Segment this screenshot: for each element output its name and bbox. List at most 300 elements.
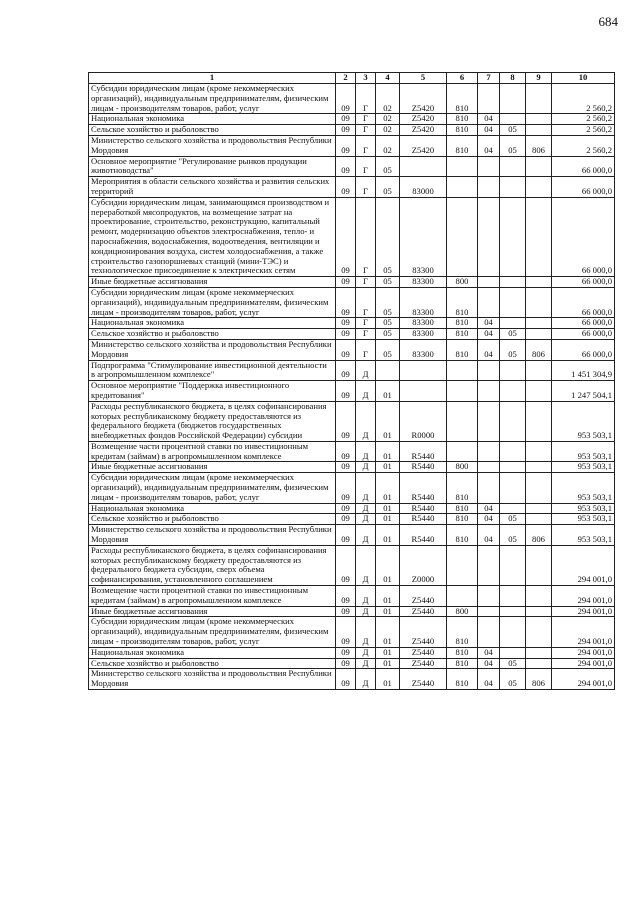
table-row — [89, 381, 615, 402]
table-row — [89, 545, 615, 585]
code-subprogram-cell: 01 — [376, 669, 400, 690]
code-chapter-cell — [478, 177, 500, 198]
code-program-cell: Г — [356, 287, 376, 317]
amount-cell: 953 503,1 — [552, 514, 615, 525]
amount-cell: 66 000,0 — [552, 156, 615, 177]
code-subchapter-cell: 05 — [500, 514, 526, 525]
code-chapter-cell: 04 — [478, 669, 500, 690]
code-expense-type-cell: 810 — [447, 617, 478, 647]
code-direction-cell: R5440 — [400, 514, 447, 525]
code-ministry-cell — [526, 125, 552, 136]
code-ministry-cell — [526, 277, 552, 288]
code-section-cell: 09 — [336, 177, 356, 198]
column-header: 4 — [376, 73, 400, 84]
row-name-cell: Субсидии юридическим лицам, занимающимся производством и переработкой мясопродуктов, на возмещение затрат на проектирование, строительство, реконструкцию, капитальный ремонт, модернизацию объектов электроснабжения, тепло- и пароснабжения, водоснабжения, водоотведения, вентиляции и кондиционирования воздуха, систем холодоснабжения, а также строительство газопоршневых станций (мини-ТЭС) и технологическое присоединение к электрических сетям — [89, 197, 336, 276]
amount-cell: 2 560,2 — [552, 114, 615, 125]
code-ministry-cell — [526, 473, 552, 503]
row-name-cell: Иные бюджетные ассигнования — [89, 277, 336, 288]
code-program-cell: Д — [356, 381, 376, 402]
code-subprogram-cell: 01 — [376, 617, 400, 647]
code-section-cell: 09 — [336, 658, 356, 669]
code-expense-type-cell — [447, 177, 478, 198]
code-subprogram-cell: 01 — [376, 441, 400, 462]
amount-cell: 294 001,0 — [552, 669, 615, 690]
column-header: 9 — [526, 73, 552, 84]
code-subchapter-cell — [500, 287, 526, 317]
table-row — [89, 462, 615, 473]
table-row — [89, 647, 615, 658]
code-ministry-cell — [526, 177, 552, 198]
code-direction-cell: Z5420 — [400, 84, 447, 114]
code-ministry-cell — [526, 114, 552, 125]
code-subchapter-cell — [500, 401, 526, 441]
code-program-cell: Д — [356, 401, 376, 441]
code-direction-cell — [400, 360, 447, 381]
row-name-cell: Сельское хозяйство и рыболовство — [89, 514, 336, 525]
code-subchapter-cell — [500, 177, 526, 198]
code-ministry-cell — [526, 329, 552, 340]
code-section-cell: 09 — [336, 360, 356, 381]
code-subprogram-cell: 01 — [376, 647, 400, 658]
table-row — [89, 401, 615, 441]
code-expense-type-cell: 800 — [447, 462, 478, 473]
code-ministry-cell — [526, 197, 552, 276]
code-ministry-cell — [526, 545, 552, 585]
code-direction-cell: Z5440 — [400, 606, 447, 617]
code-chapter-cell — [478, 586, 500, 607]
code-expense-type-cell — [447, 401, 478, 441]
table-row — [89, 586, 615, 607]
code-section-cell: 09 — [336, 617, 356, 647]
code-direction-cell: Z5440 — [400, 617, 447, 647]
code-program-cell: Д — [356, 503, 376, 514]
table-row — [89, 360, 615, 381]
code-subprogram-cell: 01 — [376, 503, 400, 514]
code-expense-type-cell: 810 — [447, 84, 478, 114]
code-ministry-cell: 806 — [526, 669, 552, 690]
row-name-cell: Основное мероприятие "Регулирование рынков продукции животноводства" — [89, 156, 336, 177]
amount-cell: 953 503,1 — [552, 441, 615, 462]
code-ministry-cell — [526, 360, 552, 381]
code-section-cell: 09 — [336, 125, 356, 136]
code-section-cell: 09 — [336, 606, 356, 617]
code-section-cell: 09 — [336, 669, 356, 690]
code-chapter-cell — [478, 156, 500, 177]
code-section-cell: 09 — [336, 647, 356, 658]
code-expense-type-cell: 810 — [447, 339, 478, 360]
code-direction-cell: Z5420 — [400, 125, 447, 136]
row-name-cell: Субсидии юридическим лицам (кроме некоммерческих организаций), индивидуальным предпринимателям, физическим лицам - производителям товаров, работ, услуг — [89, 287, 336, 317]
code-chapter-cell — [478, 381, 500, 402]
code-direction-cell: 83300 — [400, 329, 447, 340]
code-subprogram-cell: 01 — [376, 462, 400, 473]
amount-cell: 294 001,0 — [552, 658, 615, 669]
amount-cell: 66 000,0 — [552, 277, 615, 288]
code-expense-type-cell: 810 — [447, 658, 478, 669]
code-program-cell: Г — [356, 135, 376, 156]
table-row — [89, 525, 615, 546]
code-section-cell: 09 — [336, 401, 356, 441]
amount-cell: 66 000,0 — [552, 287, 615, 317]
code-expense-type-cell: 810 — [447, 135, 478, 156]
amount-cell: 66 000,0 — [552, 329, 615, 340]
table-row — [89, 658, 615, 669]
row-name-cell: Министерство сельского хозяйства и продовольствия Республики Мордовия — [89, 339, 336, 360]
code-expense-type-cell — [447, 586, 478, 607]
code-section-cell: 09 — [336, 514, 356, 525]
table-row — [89, 617, 615, 647]
code-subprogram-cell: 05 — [376, 156, 400, 177]
code-ministry-cell: 806 — [526, 135, 552, 156]
amount-cell: 953 503,1 — [552, 525, 615, 546]
row-name-cell: Мероприятия в области сельского хозяйства и развития сельских территорий — [89, 177, 336, 198]
column-header: 2 — [336, 73, 356, 84]
table-row — [89, 177, 615, 198]
code-expense-type-cell — [447, 441, 478, 462]
row-name-cell: Сельское хозяйство и рыболовство — [89, 658, 336, 669]
code-program-cell: Д — [356, 514, 376, 525]
code-chapter-cell: 04 — [478, 514, 500, 525]
code-ministry-cell — [526, 84, 552, 114]
amount-cell: 294 001,0 — [552, 617, 615, 647]
code-program-cell: Д — [356, 441, 376, 462]
code-subchapter-cell: 05 — [500, 669, 526, 690]
code-program-cell: Д — [356, 462, 376, 473]
code-expense-type-cell: 800 — [447, 277, 478, 288]
code-ministry-cell: 806 — [526, 525, 552, 546]
code-section-cell: 09 — [336, 197, 356, 276]
code-expense-type-cell: 810 — [447, 287, 478, 317]
code-subprogram-cell: 01 — [376, 586, 400, 607]
code-program-cell: Г — [356, 125, 376, 136]
code-expense-type-cell: 810 — [447, 329, 478, 340]
code-expense-type-cell — [447, 156, 478, 177]
code-ministry-cell — [526, 586, 552, 607]
amount-cell: 953 503,1 — [552, 503, 615, 514]
table-row — [89, 669, 615, 690]
code-direction-cell: R5440 — [400, 473, 447, 503]
table-row — [89, 287, 615, 317]
code-expense-type-cell — [447, 360, 478, 381]
code-subchapter-cell — [500, 647, 526, 658]
code-chapter-cell: 04 — [478, 647, 500, 658]
table-row — [89, 156, 615, 177]
amount-cell: 66 000,0 — [552, 197, 615, 276]
code-subchapter-cell — [500, 381, 526, 402]
code-section-cell: 09 — [336, 339, 356, 360]
code-subchapter-cell — [500, 360, 526, 381]
code-subprogram-cell: 05 — [376, 277, 400, 288]
code-chapter-cell — [478, 606, 500, 617]
code-subchapter-cell — [500, 473, 526, 503]
code-chapter-cell — [478, 545, 500, 585]
amount-cell: 294 001,0 — [552, 545, 615, 585]
code-section-cell: 09 — [336, 473, 356, 503]
amount-cell: 2 560,2 — [552, 84, 615, 114]
code-subprogram-cell: 01 — [376, 606, 400, 617]
code-chapter-cell — [478, 401, 500, 441]
table-row — [89, 606, 615, 617]
code-ministry-cell — [526, 503, 552, 514]
code-program-cell: Д — [356, 586, 376, 607]
row-name-cell: Субсидии юридическим лицам (кроме некоммерческих организаций), индивидуальным предпринимателям, физическим лицам - производителям товаров, работ, услуг — [89, 473, 336, 503]
amount-cell: 953 503,1 — [552, 401, 615, 441]
table-row — [89, 329, 615, 340]
code-direction-cell: 83300 — [400, 197, 447, 276]
row-name-cell: Министерство сельского хозяйства и продовольствия Республики Мордовия — [89, 135, 336, 156]
code-expense-type-cell — [447, 197, 478, 276]
code-section-cell: 09 — [336, 441, 356, 462]
code-direction-cell: R5440 — [400, 525, 447, 546]
code-direction-cell: Z5440 — [400, 586, 447, 607]
code-subprogram-cell: 02 — [376, 114, 400, 125]
code-ministry-cell — [526, 287, 552, 317]
code-ministry-cell — [526, 647, 552, 658]
code-expense-type-cell: 810 — [447, 114, 478, 125]
code-subprogram-cell: 01 — [376, 658, 400, 669]
code-chapter-cell: 04 — [478, 318, 500, 329]
code-subchapter-cell: 05 — [500, 125, 526, 136]
row-name-cell: Национальная экономика — [89, 318, 336, 329]
code-subchapter-cell — [500, 586, 526, 607]
code-ministry-cell — [526, 318, 552, 329]
code-expense-type-cell: 810 — [447, 473, 478, 503]
code-chapter-cell — [478, 462, 500, 473]
code-subprogram-cell: 05 — [376, 287, 400, 317]
code-subchapter-cell: 05 — [500, 329, 526, 340]
code-program-cell: Д — [356, 658, 376, 669]
amount-cell: 66 000,0 — [552, 318, 615, 329]
code-ministry-cell: 806 — [526, 339, 552, 360]
code-ministry-cell — [526, 514, 552, 525]
amount-cell: 294 001,0 — [552, 586, 615, 607]
code-program-cell: Г — [356, 318, 376, 329]
column-header: 7 — [478, 73, 500, 84]
row-name-cell: Сельское хозяйство и рыболовство — [89, 125, 336, 136]
code-program-cell: Д — [356, 545, 376, 585]
amount-cell: 2 560,2 — [552, 125, 615, 136]
code-direction-cell: Z5440 — [400, 658, 447, 669]
code-chapter-cell — [478, 473, 500, 503]
code-subchapter-cell: 05 — [500, 525, 526, 546]
code-program-cell: Г — [356, 177, 376, 198]
code-program-cell: Г — [356, 277, 376, 288]
code-direction-cell: Z5440 — [400, 669, 447, 690]
code-section-cell: 09 — [336, 135, 356, 156]
code-section-cell: 09 — [336, 84, 356, 114]
table-row — [89, 318, 615, 329]
code-direction-cell: R5440 — [400, 441, 447, 462]
budget-table — [88, 72, 615, 690]
code-program-cell: Д — [356, 360, 376, 381]
row-name-cell: Подпрограмма "Стимулирование инвестиционной деятельности в агропромышленном комплексе" — [89, 360, 336, 381]
column-header: 1 — [89, 73, 336, 84]
code-expense-type-cell: 810 — [447, 318, 478, 329]
code-subprogram-cell: 01 — [376, 401, 400, 441]
code-subchapter-cell — [500, 156, 526, 177]
code-program-cell: Д — [356, 617, 376, 647]
table-row — [89, 84, 615, 114]
row-name-cell: Национальная экономика — [89, 647, 336, 658]
code-chapter-cell: 04 — [478, 339, 500, 360]
amount-cell: 1 247 504,1 — [552, 381, 615, 402]
code-section-cell: 09 — [336, 525, 356, 546]
code-direction-cell: Z0000 — [400, 545, 447, 585]
code-program-cell: Д — [356, 647, 376, 658]
code-program-cell: Д — [356, 606, 376, 617]
code-subchapter-cell — [500, 114, 526, 125]
table-row — [89, 135, 615, 156]
code-program-cell: Г — [356, 84, 376, 114]
code-direction-cell — [400, 156, 447, 177]
code-section-cell: 09 — [336, 318, 356, 329]
code-chapter-cell: 04 — [478, 135, 500, 156]
code-expense-type-cell — [447, 381, 478, 402]
code-subprogram-cell: 05 — [376, 197, 400, 276]
amount-cell: 66 000,0 — [552, 177, 615, 198]
code-chapter-cell: 04 — [478, 503, 500, 514]
row-name-cell: Министерство сельского хозяйства и продовольствия Республики Мордовия — [89, 669, 336, 690]
table-row — [89, 114, 615, 125]
code-program-cell: Г — [356, 114, 376, 125]
code-chapter-cell — [478, 287, 500, 317]
code-ministry-cell — [526, 462, 552, 473]
row-name-cell: Расходы республиканского бюджета, в целях софинансирования которых республиканскому бюджету предоставляются из федерального бюджета (бюджетов государственных внебюджетных фондов Российской Федерации) субсидии — [89, 401, 336, 441]
code-expense-type-cell: 810 — [447, 125, 478, 136]
column-header: 5 — [400, 73, 447, 84]
code-expense-type-cell: 810 — [447, 503, 478, 514]
code-section-cell: 09 — [336, 277, 356, 288]
code-program-cell: Г — [356, 329, 376, 340]
code-subprogram-cell: 01 — [376, 381, 400, 402]
code-subchapter-cell — [500, 318, 526, 329]
code-ministry-cell — [526, 441, 552, 462]
code-chapter-cell: 04 — [478, 525, 500, 546]
row-name-cell: Субсидии юридическим лицам (кроме некоммерческих организаций), индивидуальным предпринимателям, физическим лицам - производителям товаров, работ, услуг — [89, 84, 336, 114]
code-chapter-cell — [478, 617, 500, 647]
code-direction-cell: Z5420 — [400, 135, 447, 156]
code-program-cell: Г — [356, 339, 376, 360]
code-expense-type-cell: 800 — [447, 606, 478, 617]
code-subprogram-cell: 01 — [376, 473, 400, 503]
code-chapter-cell — [478, 360, 500, 381]
page-number: 684 — [598, 14, 618, 29]
amount-cell: 294 001,0 — [552, 606, 615, 617]
code-direction-cell: 83300 — [400, 287, 447, 317]
code-chapter-cell — [478, 441, 500, 462]
code-subchapter-cell — [500, 277, 526, 288]
table-row — [89, 503, 615, 514]
code-program-cell: Д — [356, 525, 376, 546]
code-chapter-cell: 04 — [478, 658, 500, 669]
code-subprogram-cell: 02 — [376, 125, 400, 136]
amount-cell: 953 503,1 — [552, 462, 615, 473]
row-name-cell: Национальная экономика — [89, 114, 336, 125]
row-name-cell: Субсидии юридическим лицам (кроме некоммерческих организаций), индивидуальным предпринимателям, физическим лицам - производителям товаров, работ, услуг — [89, 617, 336, 647]
code-direction-cell: Z5420 — [400, 114, 447, 125]
code-chapter-cell: 04 — [478, 125, 500, 136]
table-row — [89, 441, 615, 462]
code-direction-cell: 83300 — [400, 318, 447, 329]
code-subprogram-cell — [376, 360, 400, 381]
code-subchapter-cell — [500, 606, 526, 617]
code-direction-cell: 83300 — [400, 339, 447, 360]
code-subchapter-cell — [500, 84, 526, 114]
code-subchapter-cell: 05 — [500, 339, 526, 360]
code-subchapter-cell — [500, 197, 526, 276]
code-subprogram-cell: 05 — [376, 329, 400, 340]
code-direction-cell — [400, 381, 447, 402]
table-row — [89, 197, 615, 276]
row-name-cell: Расходы республиканского бюджета, в целях софинансирования которых республиканскому бюджету предоставляются из федерального бюджета субсидии, сверх объема софинансирования, установленного соглашением — [89, 545, 336, 585]
code-subchapter-cell — [500, 617, 526, 647]
code-subprogram-cell: 02 — [376, 84, 400, 114]
column-header: 3 — [356, 73, 376, 84]
code-subprogram-cell: 01 — [376, 545, 400, 585]
code-program-cell: Д — [356, 669, 376, 690]
code-ministry-cell — [526, 381, 552, 402]
code-section-cell: 09 — [336, 503, 356, 514]
code-ministry-cell — [526, 401, 552, 441]
code-subchapter-cell — [500, 441, 526, 462]
table-body — [89, 84, 615, 690]
code-expense-type-cell: 810 — [447, 525, 478, 546]
table-row — [89, 125, 615, 136]
code-subprogram-cell: 02 — [376, 135, 400, 156]
row-name-cell: Возмещение части процентной ставки по инвестиционным кредитам (займам) в агропромышленном комплексе — [89, 586, 336, 607]
row-name-cell: Министерство сельского хозяйства и продовольствия Республики Мордовия — [89, 525, 336, 546]
code-subprogram-cell: 05 — [376, 177, 400, 198]
amount-cell: 2 560,2 — [552, 135, 615, 156]
code-chapter-cell: 04 — [478, 329, 500, 340]
column-header: 8 — [500, 73, 526, 84]
code-expense-type-cell: 810 — [447, 669, 478, 690]
code-expense-type-cell — [447, 545, 478, 585]
code-direction-cell: R0000 — [400, 401, 447, 441]
code-subchapter-cell — [500, 462, 526, 473]
row-name-cell: Национальная экономика — [89, 503, 336, 514]
code-subchapter-cell — [500, 503, 526, 514]
amount-cell: 953 503,1 — [552, 473, 615, 503]
column-header: 6 — [447, 73, 478, 84]
code-section-cell: 09 — [336, 114, 356, 125]
code-subprogram-cell: 05 — [376, 339, 400, 360]
code-expense-type-cell: 810 — [447, 647, 478, 658]
row-name-cell: Основное мероприятие "Поддержка инвестиционного кредитования" — [89, 381, 336, 402]
row-name-cell: Иные бюджетные ассигнования — [89, 462, 336, 473]
code-direction-cell: 83000 — [400, 177, 447, 198]
code-direction-cell: R5440 — [400, 462, 447, 473]
code-expense-type-cell: 810 — [447, 514, 478, 525]
code-direction-cell: 83300 — [400, 277, 447, 288]
code-subprogram-cell: 01 — [376, 514, 400, 525]
code-ministry-cell — [526, 606, 552, 617]
amount-cell: 294 001,0 — [552, 647, 615, 658]
code-chapter-cell: 04 — [478, 114, 500, 125]
code-chapter-cell — [478, 197, 500, 276]
code-chapter-cell — [478, 277, 500, 288]
row-name-cell: Иные бюджетные ассигнования — [89, 606, 336, 617]
code-ministry-cell — [526, 658, 552, 669]
table-row — [89, 514, 615, 525]
code-section-cell: 09 — [336, 586, 356, 607]
code-subchapter-cell: 05 — [500, 658, 526, 669]
row-name-cell: Сельское хозяйство и рыболовство — [89, 329, 336, 340]
table-row — [89, 473, 615, 503]
code-program-cell: Г — [356, 197, 376, 276]
code-subprogram-cell: 01 — [376, 525, 400, 546]
row-name-cell: Возмещение части процентной ставки по инвестиционным кредитам (займам) в агропромышленном комплексе — [89, 441, 336, 462]
